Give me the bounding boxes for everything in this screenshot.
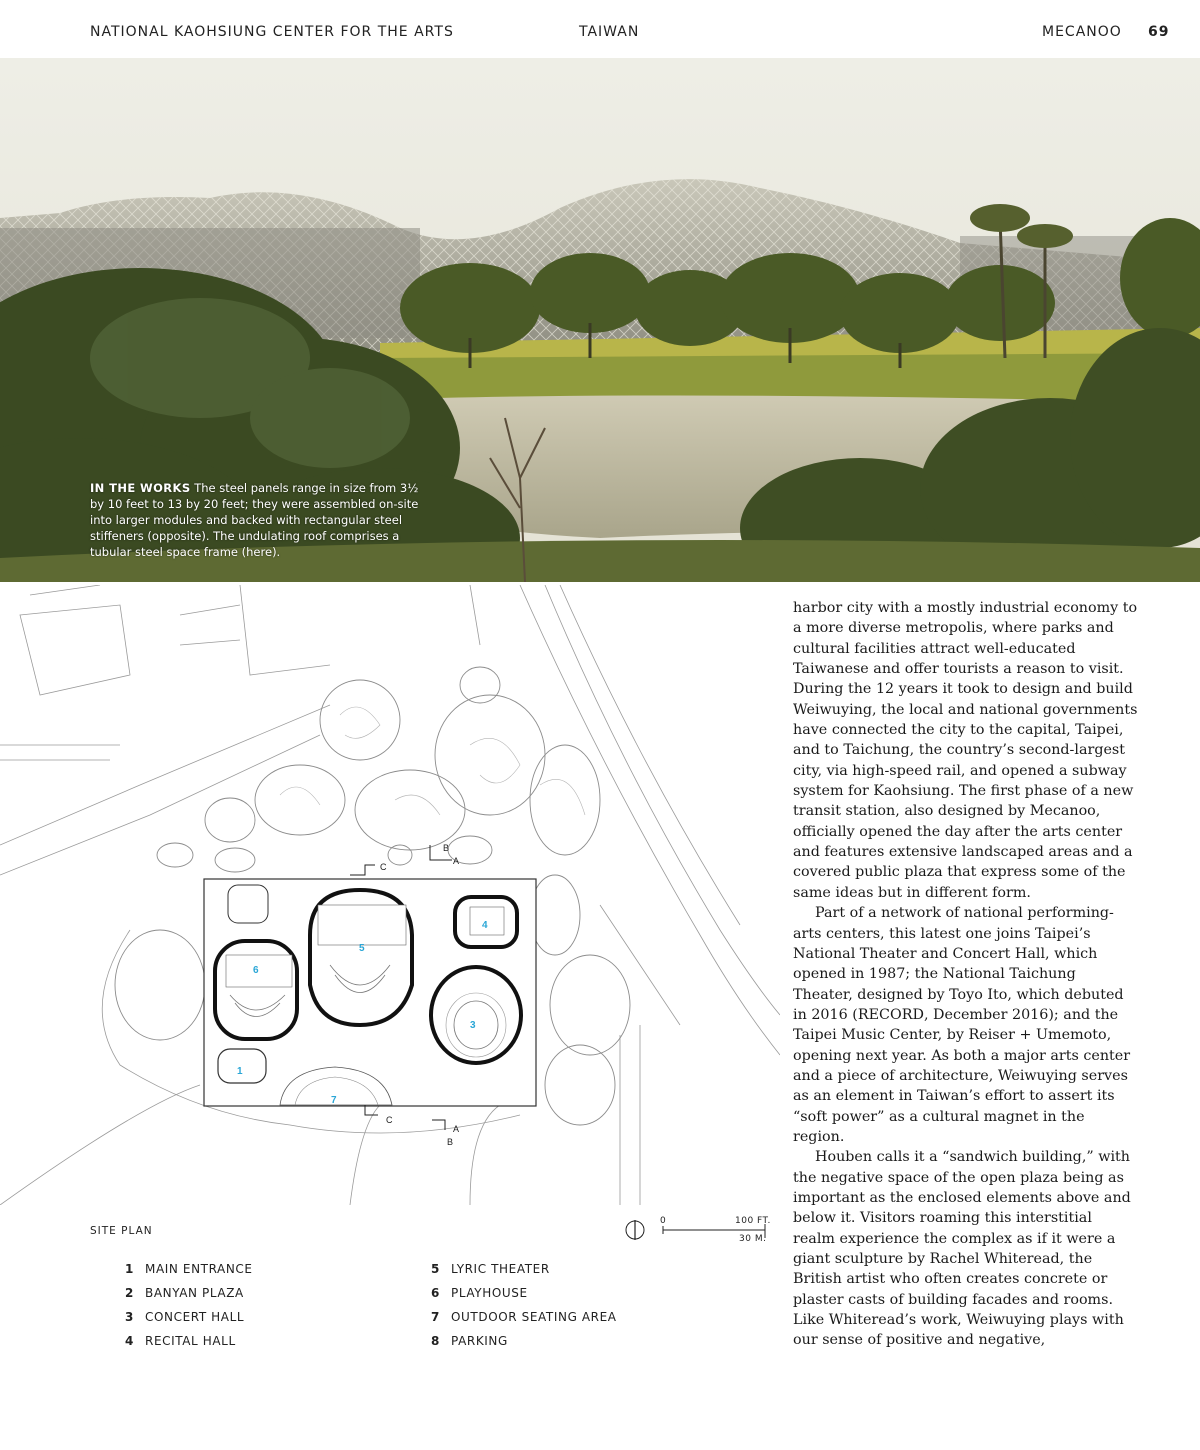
legend-label: PLAYHOUSE: [451, 1286, 528, 1300]
scale-bar: [625, 1212, 785, 1248]
legend-label: PARKING: [451, 1334, 508, 1348]
legend-item: [125, 1334, 253, 1358]
section-mark-b-bottom: B: [447, 1137, 454, 1147]
photo-caption: [90, 480, 425, 560]
legend-label: RECITAL HALL: [145, 1334, 236, 1348]
legend-num: 7: [431, 1310, 440, 1324]
legend-num: 3: [125, 1310, 134, 1324]
legend-item: [125, 1262, 253, 1286]
plan-number-1: 1: [237, 1066, 243, 1077]
legend-label: MAIN ENTRANCE: [145, 1262, 253, 1276]
caption-lead: IN THE WORKS: [90, 481, 191, 495]
legend-item: [431, 1286, 617, 1310]
plan-number-4: 4: [482, 920, 488, 931]
plan-number-7: 7: [331, 1095, 337, 1106]
site-plan-drawing: [0, 585, 780, 1205]
site-plan-svg: [0, 585, 780, 1205]
legend-label: CONCERT HALL: [145, 1310, 245, 1324]
running-header: [0, 24, 1200, 46]
plan-number-6: 6: [253, 965, 259, 976]
header-architect: MECANOO: [1042, 24, 1122, 40]
body-paragraph-1: harbor city with a mostly industrial economy to a more diverse metropolis, where parks and cultural facilities attract well-educated Taiwanese and offer tourists a reason to visit. During the 12 years it took to design and build Weiwuying, the local and national governments have connected the city to the capital, Taipei, and to Taichung, the country’s second-largest city, via high-speed rail, and opened a subway system for Kaohsiung. The first phase of a new transit station, also designed by Mecanoo, officially opened the day after the arts center and features extensive landscaped areas and a covered public plaza that express some of the same ideas but in different form.: [793, 600, 1138, 901]
legend-item: [125, 1310, 253, 1334]
scale-zero: 0: [660, 1216, 667, 1226]
section-mark-b-top: B: [443, 843, 450, 853]
legend-item: [431, 1262, 617, 1286]
legend-num: 6: [431, 1286, 440, 1300]
legend-num: 1: [125, 1262, 134, 1276]
scale-meters: 30 M.: [739, 1234, 767, 1244]
legend-num: 4: [125, 1334, 134, 1348]
body-paragraph-3: Houben calls it a “sandwich building,” with the negative space of the open plaza being as important as the enclosed elements above and below it. Visitors roaming this interstitial realm experience the complex as if it were a giant sculpture by Rachel Whiteread, the British artist who often creates concrete or plaster casts of building facades and rooms. Like Whiteread’s work, Weiwuying plays with our sense of positive and negative,: [793, 1149, 1131, 1349]
article-body: [793, 598, 1138, 1351]
section-mark-a-top: A: [453, 856, 460, 866]
body-paragraph-2-part-b: , December 2016); and the Taipei Music Center, by Reiser + Umemoto, opening next year. As both a major arts center and a piece of architecture, Weiwuying serves as an element in Taiwan’s effort to assert its “soft power” as a cultural magnet in the region.: [793, 1006, 1131, 1145]
scale-feet: 100 FT.: [735, 1216, 771, 1226]
plan-number-3: 3: [470, 1020, 476, 1031]
record-reference: RECORD: [857, 1006, 924, 1023]
legend-right: [431, 1262, 617, 1358]
legend-item: [431, 1334, 617, 1358]
plan-number-5: 5: [359, 943, 365, 954]
section-mark-a-bottom: A: [453, 1124, 460, 1134]
section-mark-c-top: C: [380, 862, 387, 872]
header-article-title: NATIONAL KAOHSIUNG CENTER FOR THE ARTS: [90, 24, 454, 40]
legend-left: [125, 1262, 253, 1358]
legend-item: [431, 1310, 617, 1334]
page-number: 69: [1148, 24, 1170, 40]
site-plan-title: SITE PLAN: [90, 1225, 153, 1237]
body-paragraph-2-part-a: Part of a network of national performing-arts centers, this latest one joins Taipei’s National Theater and Concert Hall, which opened in 1987; the National Taichung Theater, designed by Toyo Ito, which debuted in 2016 (: [793, 905, 1124, 1023]
legend-label: BANYAN PLAZA: [145, 1286, 244, 1300]
section-mark-c-bottom: C: [386, 1115, 393, 1125]
header-country: TAIWAN: [579, 24, 640, 40]
legend-num: 2: [125, 1286, 134, 1300]
legend-num: 8: [431, 1334, 440, 1348]
legend-label: OUTDOOR SEATING AREA: [451, 1310, 617, 1324]
legend-num: 5: [431, 1262, 440, 1276]
body-paragraph-2: [793, 903, 1138, 1147]
caption-text: The steel panels range in size from 3½ by 10 feet to 13 by 20 feet; they were assembled on-site into larger modules and backed with rectangular steel stiffeners (opposite). The undulating roof comprises a tubular steel space frame (here).: [90, 481, 419, 559]
legend-label: LYRIC THEATER: [451, 1262, 550, 1276]
legend-item: [125, 1286, 253, 1310]
